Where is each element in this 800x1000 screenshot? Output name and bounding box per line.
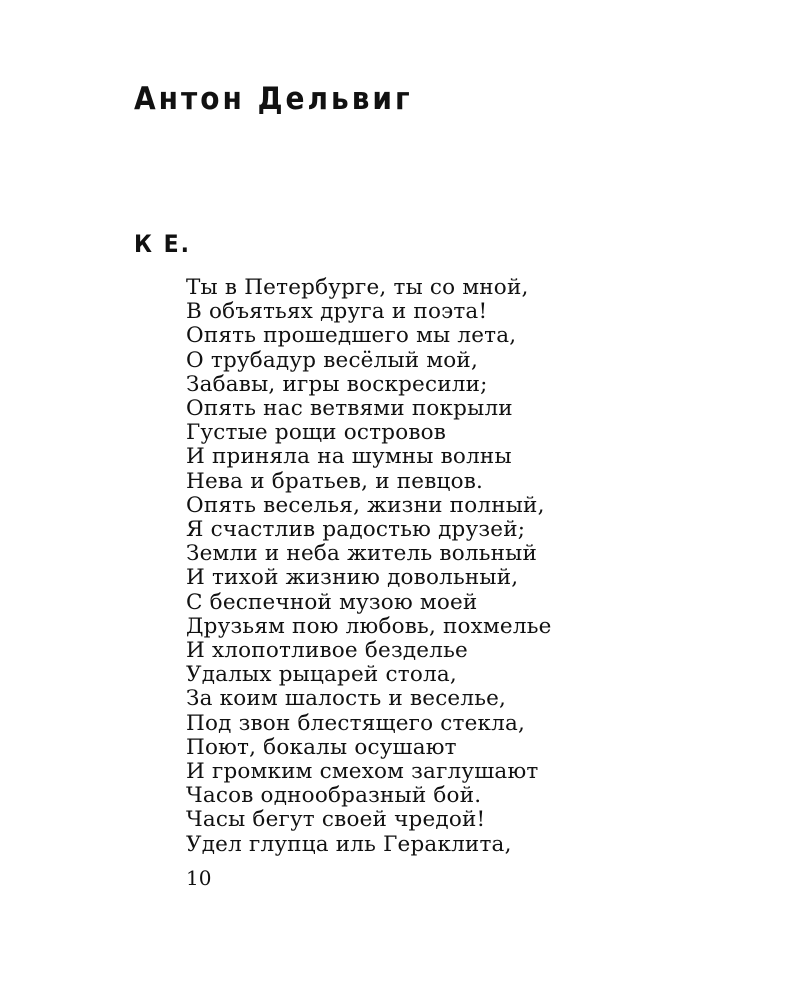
verse-line: За коим шалость и веселье, (186, 686, 507, 712)
verse-line: Опять прошедшего мы лета, (186, 323, 517, 349)
verse-line: И тихой жизнию довольный, (186, 565, 519, 591)
verse-line: Опять веселья, жизни полный, (186, 492, 545, 518)
poem-title: К Е. (134, 231, 192, 259)
verse-line: Часов однообразный бой. (186, 783, 482, 809)
verse-line: Под звон блестящего стекла, (186, 710, 526, 736)
verse-line: Удалых рыцарей стола, (186, 662, 457, 688)
verse-line: Поют, бокалы осушают (186, 734, 457, 760)
page-number: 10 (186, 866, 212, 890)
verse-line: Нева и братьев, и певцов. (186, 468, 484, 494)
verse-line: Земли и неба житель вольный (186, 541, 537, 567)
verse-line: Забавы, игры воскресили; (186, 371, 488, 397)
verse-line: О трубадур весёлый мой, (186, 347, 478, 373)
verse-line: И хлопотливое безделье (186, 638, 468, 664)
author-name: Антон Дельвиг (134, 80, 413, 117)
verse-line: Друзьям пою любовь, похмелье (186, 613, 552, 639)
verse-line: Часы бегут своей чредой! (186, 807, 486, 833)
verse-line: Густые рощи островов (186, 420, 447, 446)
verse-line: С беспечной музою моей (186, 589, 478, 615)
verse-line: Я счастлив радостью друзей; (186, 517, 526, 543)
verse-line: Ты в Петербурге, ты со мной, (186, 275, 529, 300)
verse-line: И громким смехом заглушают (186, 759, 539, 785)
verse-line: И приняла на шумны волны (186, 444, 512, 470)
verse-line: В объятьях друга и поэта! (186, 299, 488, 325)
poem-verse (186, 276, 552, 857)
verse-line: Удел глупца иль Гераклита, (186, 831, 512, 857)
verse-line: Опять нас ветвями покрыли (186, 396, 513, 422)
